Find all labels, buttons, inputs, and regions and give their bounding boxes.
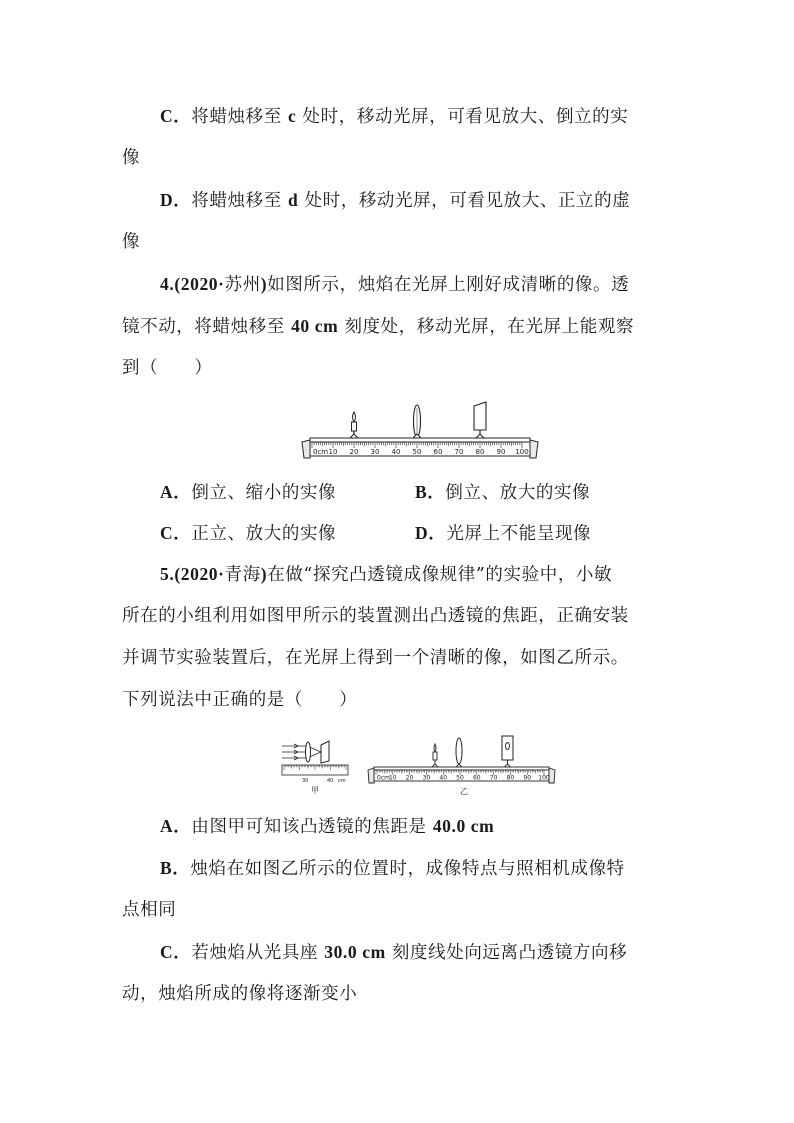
light-screen-icon	[502, 736, 513, 768]
question-source: 青海	[224, 565, 261, 585]
jia-tick-unit: cm	[338, 778, 346, 784]
figure-label-yi: 乙	[460, 787, 468, 796]
q5-stem-line-3: 并调节实验装置后，在光屏上得到一个清晰的像，如图乙所示。	[122, 648, 629, 668]
candle-icon	[349, 412, 359, 439]
question-number: 5.	[160, 564, 175, 584]
candle-icon	[431, 744, 439, 768]
ruler-label: 50	[412, 448, 422, 456]
ruler-label: 80	[506, 774, 515, 782]
ruler-label: 40	[391, 448, 401, 456]
parallel-light-rays	[282, 744, 321, 760]
q4-option-d: D．光屏上不能呈现像	[415, 523, 592, 544]
q5-option-c: C．若烛焰从光具座 30.0 cm 刻度线处向远离凸透镜方向移	[160, 942, 628, 963]
q3-option-c: C．将蜡烛移至 c 处时，移动光屏，可看见放大、倒立的实	[160, 106, 629, 127]
question-number: 4.	[160, 274, 175, 294]
ruler-label: 20	[349, 448, 359, 456]
q5-stem-line-1: 5.(2020·青海)在做“探究凸透镜成像规律”的实验中，小敏	[160, 564, 613, 585]
convex-lens-icon	[455, 738, 463, 768]
q5-option-a: A．由图甲可知该凸透镜的焦距是 40.0 cm	[160, 816, 495, 837]
convex-lens-icon	[306, 742, 311, 762]
q4-stem-line-2: 镜不动，将蜡烛移至 40 cm 刻度处，移动光屏，在光屏上能观察	[122, 316, 635, 337]
question-source: 苏州	[224, 275, 261, 295]
ruler-label: 20	[405, 774, 414, 782]
light-screen-icon	[474, 402, 486, 439]
q5-figure-jia	[280, 734, 354, 796]
convex-lens-icon	[412, 405, 422, 439]
q4-option-b: B．倒立、放大的实像	[415, 482, 591, 503]
q5-stem-line-4: 下列说法中正确的是（ ）	[122, 690, 358, 710]
ruler-label: 0cm	[377, 774, 390, 782]
ruler-label: 40	[439, 774, 448, 782]
light-screen-icon	[321, 741, 329, 763]
q5-figure-yi	[366, 734, 556, 796]
ruler-label: 100	[515, 448, 529, 456]
option-letter: C．	[160, 106, 192, 126]
q5-option-c-wrap: 动，烛焰所成的像将逐渐变小	[122, 984, 358, 1004]
jia-tick-40: 40	[327, 778, 334, 784]
ruler-label: 60	[472, 774, 481, 782]
ruler-label: 50	[456, 774, 464, 782]
optical-rail	[368, 767, 555, 783]
option-letter: D．	[160, 190, 192, 210]
ruler-label: 70	[489, 774, 498, 782]
q4-stem-line-1: 4.(2020·苏州)如图所示，烛焰在光屏上刚好成清晰的像。透	[160, 274, 630, 295]
optical-rail	[302, 438, 538, 458]
ruler-label: 0cm	[313, 448, 329, 456]
ruler-label: 30	[422, 774, 431, 782]
figure-label-jia: 甲	[311, 786, 319, 795]
q3-option-d: D．将蜡烛移至 d 处时，移动光屏，可看见放大、正立的虚	[160, 190, 631, 211]
jia-tick-30: 30	[302, 778, 309, 784]
ruler-label: 30	[370, 448, 380, 456]
ruler-label: 60	[433, 448, 443, 456]
q4-option-c: C．正立、放大的实像	[160, 523, 337, 544]
ruler-label: 90	[496, 448, 506, 456]
ruler-label: 10	[328, 448, 338, 456]
ruler-label: 90	[523, 774, 532, 782]
q3-option-d-wrap: 像	[122, 232, 141, 252]
q4-stem-line-3: 到（ ）	[122, 358, 213, 378]
q5-option-b-wrap: 点相同	[122, 900, 177, 920]
ruler-label: 80	[475, 448, 485, 456]
q4-option-a: A．倒立、缩小的实像	[160, 482, 337, 503]
q4-optical-bench-figure	[300, 400, 540, 462]
q5-stem-line-2: 所在的小组利用如图甲所示的装置测出凸透镜的焦距，正确安装	[122, 606, 629, 626]
ruler-label: 10	[388, 774, 397, 782]
q3-option-c-wrap: 像	[122, 148, 141, 168]
q5-option-b: B．烛焰在如图乙所示的位置时，成像特点与照相机成像特	[160, 858, 625, 879]
ruler-label: 100	[538, 774, 550, 782]
ruler-label: 70	[454, 448, 464, 456]
